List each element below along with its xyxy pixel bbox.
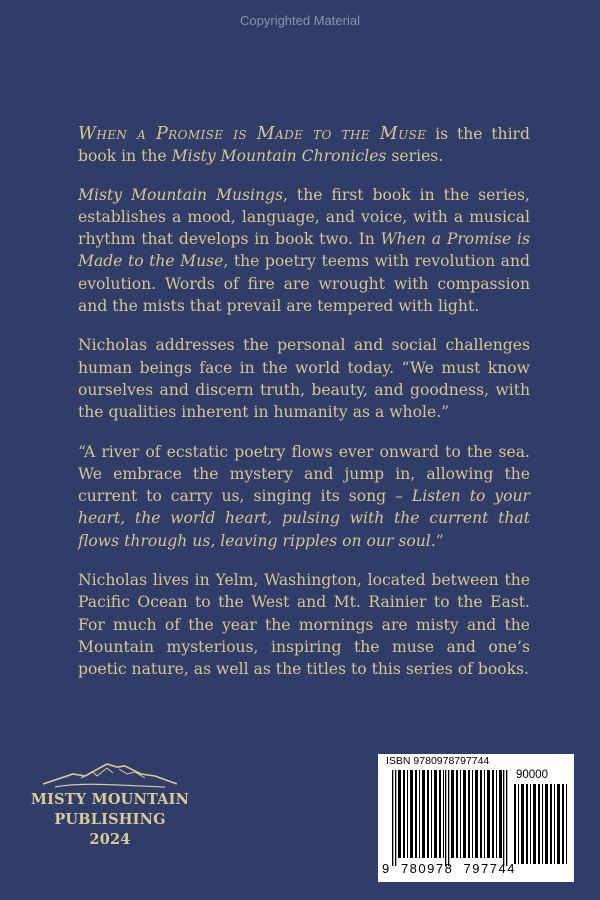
isbn-barcode (378, 754, 574, 882)
publisher-name-line2: PUBLISHING (54, 811, 166, 828)
mountain-logo-icon (41, 760, 179, 790)
copyright-watermark: Copyrighted Material (240, 13, 360, 28)
isbn-label: ISBN 9780978797744 (386, 755, 490, 767)
paragraph-author-location: Nicholas lives in Yelm, Washington, located between the Pacific Ocean to the West and Mt. Rainier to the East. For much of the year the mornings are misty and the Mountain mysterious, inspiring the muse and one’s poetic nature, as well as the titles to this series of books. (78, 571, 530, 679)
series-name: Misty Mountain Chronicles (171, 147, 387, 166)
publisher-logo (30, 760, 190, 850)
paragraph-intro: When a Promise is Made to the Muse is the third book in the Misty Mountain Chronicles series. (78, 124, 530, 166)
price-code: 90000 (516, 769, 548, 781)
back-cover-text (78, 123, 530, 681)
paragraph-series: Misty Mountain Musings, the first book in the series, establishes a mood, language, and voice, with a musical rhythm that develops in book two. In When a Promise is Made to the Muse, the poetry teems with revolution and evolution. Words of fire are wrought with compassion and the mists that prevail are tempered with light. (78, 185, 530, 316)
publisher-name-line1: MISTY MOUNTAIN (30, 791, 190, 808)
paragraph-challenges: Nicholas addresses the personal and social challenges human beings face in the world today. “We must know ourselves and discern truth, beauty, and goodness, with the qualities inherent in humanity as a whole.” (78, 336, 530, 422)
ean-digits: 9 780978 797744 (382, 861, 516, 876)
book-title: When a Promise is Made to the Muse (78, 124, 427, 144)
publication-year: 2024 (89, 831, 131, 848)
paragraph-river-quote: “A river of ecstatic poetry flows ever onward to the sea. We embrace the mystery and jump in, allowing the current to carry us, singing its song – Listen to your heart, the world heart, pulsing with the current that flows through us, leaving ripples on our soul.” (78, 442, 531, 550)
